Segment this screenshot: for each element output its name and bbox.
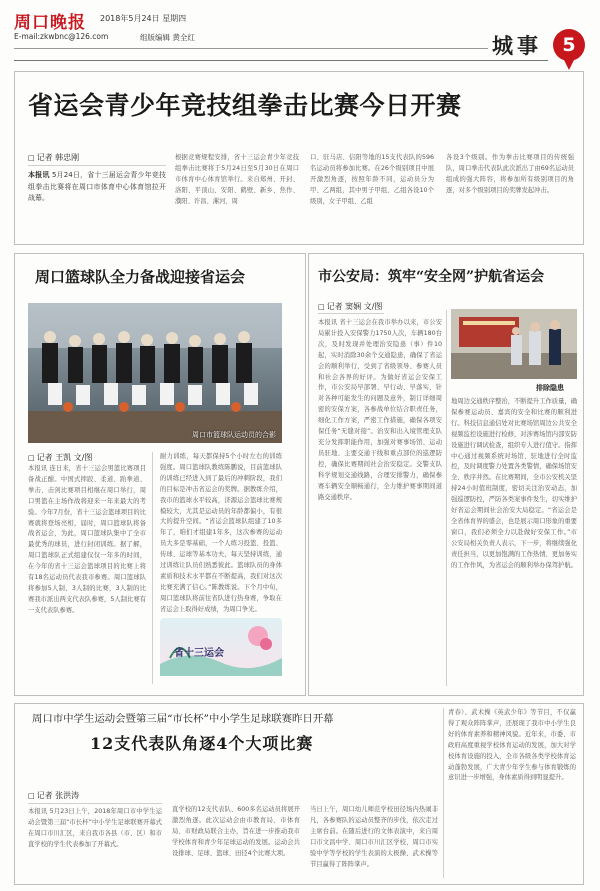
football-article-title: 12支代表队角逐4个大项比赛 [90, 734, 314, 753]
contact-email: E-mail:zkwbnc@126.com [14, 32, 109, 41]
police-article-byline [318, 301, 382, 312]
byline-rule [318, 313, 384, 314]
basketball-article-title: 周口篮球队全力备战迎接省运会 [35, 268, 246, 286]
header-rule-lower [14, 60, 548, 61]
basketball-article-col1: 本报讯 连日来，省十三运会男篮比赛项目备战正酣。中国式摔跤、柔道、跆拳道、拳击、击剑比赛项目相继在周口举行，周口男篮在主场作战将迎来一年来最大的考验。今年7月份，省十三运会篮球项目的比赛就将登场亮相，届时，周口篮球队将备战省运会，为此，周口篮球队集中了全市最优秀的球员，进行封闭训练。据了解，周口篮球队正式组建仅仅一年多的时间，在今年的省十三运会篮球项目的比赛上将有18名运动员代表我市参赛。周口篮球队将参加5人制、3人制的比赛，3人制的比赛我市派出两支代表队参赛，5人制比赛有一支代表队参赛。 [28, 465, 146, 614]
byline-rule [28, 803, 162, 804]
police-inspection-photo-image [451, 309, 577, 379]
football-article-col2: 直学校的12支代表队、600多名运动员将展开激烈角逐。此次运动会由市教育局、市体育局、市财政局联合主办，旨在进一步推动我市学校体育和青少年足球运动的发展。运动会共设排球、足球、篮球、田径4个比赛大项。 [172, 806, 300, 857]
byline-text: 记者 王凯 文/图 [36, 453, 93, 462]
lead-article-lede [28, 170, 166, 230]
issue-date: 2018年5月24日 星期四 [100, 14, 187, 23]
basketball-team-photo-image [28, 303, 282, 443]
lead-article-byline [28, 152, 79, 163]
games-decor-label: 省十三运会 [174, 648, 224, 659]
basketball-team-photo [28, 303, 282, 443]
football-article-byline [28, 790, 79, 801]
police-inspection-photo [451, 309, 577, 379]
lead-article-col3: 口、驻马店、信阳等地的15支代表队的596名运动员将参加比赛。在26个级别项目中展开激烈角逐，按照年龄不同，运动员分为甲、乙两组，其中男子甲组、乙组各设10个级别，女子甲组、乙组 [310, 154, 434, 205]
byline-text: 记者 窦娴 文/图 [326, 302, 383, 311]
football-article-col3: 当日上午，周口幼儿师范学校田径场内热闹非凡，各参赛队的运动员整齐的步伐，依次走过主席台前。在随后进行的文体表演中，来自周口市文昌中学、周口市川汇区学校、周口市实验中学等学校的学生表演的太极操、武术操等节目赢得了阵阵掌声。 [310, 806, 438, 868]
byline-rule [28, 165, 166, 166]
masthead-logo: 周口晚报 [14, 13, 86, 33]
football-article-col4: 青春）、武术操《英武少年》等节目，不仅赢得了观众阵阵掌声，还展现了我市中小学生良好的体育素养和精神风貌。近年来，市委、市政府高度重视学校体育运动的发展，加大对学校体育设施的投入，全市各级各类学校体育运动蓬勃发展，广大青少年学生参与体育锻炼的意识进一步增强，身体素质得到明显提升。 [448, 709, 576, 782]
games-decor-banner [160, 618, 282, 676]
column-rule [446, 310, 447, 686]
lede-label: 本报讯 [28, 171, 50, 179]
column-rule [152, 452, 153, 684]
basketball-article-col2: 耐力训练，每天都保持5个小时左右的训练强度。周口篮球队教练陈鹏说，目前篮球队的训练已经进入到了最后的冲刺阶段，我们的目标是冲击省运会的奖牌。据教练介绍，我市的篮球水平较高，济源运会篮球比赛规模较大，尤其是运动员的年龄都偏小，有很大的提升空间。“省运会篮球队组建了10多年了，咱们才组建1年多，这次参赛的运动员大多是零基础，一个人练习投篮、投篮、传球、运球等基本功夫，每天坚持训练，通过训练让队员们熟悉彼此。篮球队员的身体素质和技术水平都在不断提高，我们对这次比赛充满了信心。”陈教练说。下个月中旬，周口篮球队将前往省队进行热身赛，争取在省运会上取得好成绩，为周口争光。 [160, 453, 282, 613]
lede-text: 5月24日，省十三届运会青少年竞技组拳击比赛将在周口市体育中心体育馆拉开战幕。 [28, 171, 166, 202]
basketball-article-byline [28, 452, 92, 463]
byline-text: 记者 张洪涛 [36, 791, 80, 800]
layout-editor: 组版编辑 黄全红 [140, 33, 195, 42]
football-article-kicker: 周口市中学生运动会暨第三届“市长杯”中小学生足球联赛昨日开幕 [32, 713, 334, 725]
police-article-title: 市公安局：筑牢“安全网”护航省运会 [318, 269, 545, 285]
police-photo-caption: 排除隐患 [536, 384, 564, 392]
police-article-col1: 本报讯 省十三运会在我市举办以来，市公安局累计投入安保警力1750人次，车辆180台次，及时发现并处理治安隐患（事）件10起，实时消除30余个交通隐患，确保了省运会的顺利举行，受到了省级领导、参赛人员和社会各界的好评。为做好省运会安保工作，市公安局早部署、早行动、早落实，针对各种可能发生的问题及意外，制订详细周密的安保方案，各参战单位结合职责任务，细化工作方案，严密工作措施，确保各项安保任务“无缝对接”。治安和出入境管理支队充分发挥职能作用，加强对赛事场馆、运动员驻地、主要交通干线和重点部位的巡逻防控，确保比赛期间社会治安稳定。交警支队科学规划交通线路，合理安排警力，确保参赛车辆安全顺畅通行，全力维护赛事期间道路交通秩序。 [318, 319, 442, 501]
lead-article-col4: 各设3个级别。作为拳击比赛项目的传统强队，周口拳击代表队此次派出了由69名运动员组成的强大阵容，将参加所有级别项目的角逐，对多个级别项目的奖牌发起冲击。 [446, 154, 574, 194]
lead-article-title: 省运会青少年竞技组拳击比赛今日开赛 [28, 91, 462, 120]
basketball-photo-caption: 周口市篮球队运动员的合影 [192, 431, 276, 439]
police-article-col2: 地周边交通秩序整治，不断提升工作质量，确保参赛运动员、嘉宾的安全和比赛的顺利进行。科技信息通信处对比赛场馆周边公共安全视频监控设施进行检修，对涉赛场馆内部安防设施进行调试检查，组织专人进行值守。指挥中心通过视频系统对场馆、驻地进行全时监控，及时调度警力处置各类警情，确保场馆安全、秩序井然。在比赛期间，全市公安机关坚持24小时值班制度，密切关注治安动态，加强巡逻防控，严防各类案事件发生，切实维护好省运会期间社会治安大局稳定。“省运会是全省体育界的盛会，也是展示周口形象的重要窗口，我们必须全力以赴做好安保工作。”市公安局相关负责人表示，下一步，将继续强化责任担当，以更加饱满的工作热情、更加务实的工作作风，为省运会的顺利举办保驾护航。 [451, 398, 577, 569]
byline-text: 记者 韩忠刚 [36, 153, 80, 162]
column-rule [443, 708, 444, 878]
football-article-col1: 本报讯 5月23日上午，2018年周口市中学生运动会暨第三届“市长杯”中小学生足球联赛开幕式在周口市川汇区，来自我市各县（市、区）和市直学校的学生代表参加了开幕式。 [28, 808, 162, 848]
header-rule [14, 48, 488, 49]
lead-article-col2: 根据竞赛规程安排，省十三运会青少年竞技组拳击比赛将于5月24日至5月30日在周口市体育中心体育馆举行。来自郑州、开封、洛阳、平顶山、安阳、鹤壁、新乡、焦作、濮阳、许昌、漯河、周 [175, 154, 299, 205]
section-title: 城事 [492, 33, 542, 58]
page-number-badge: 5 [553, 29, 585, 61]
